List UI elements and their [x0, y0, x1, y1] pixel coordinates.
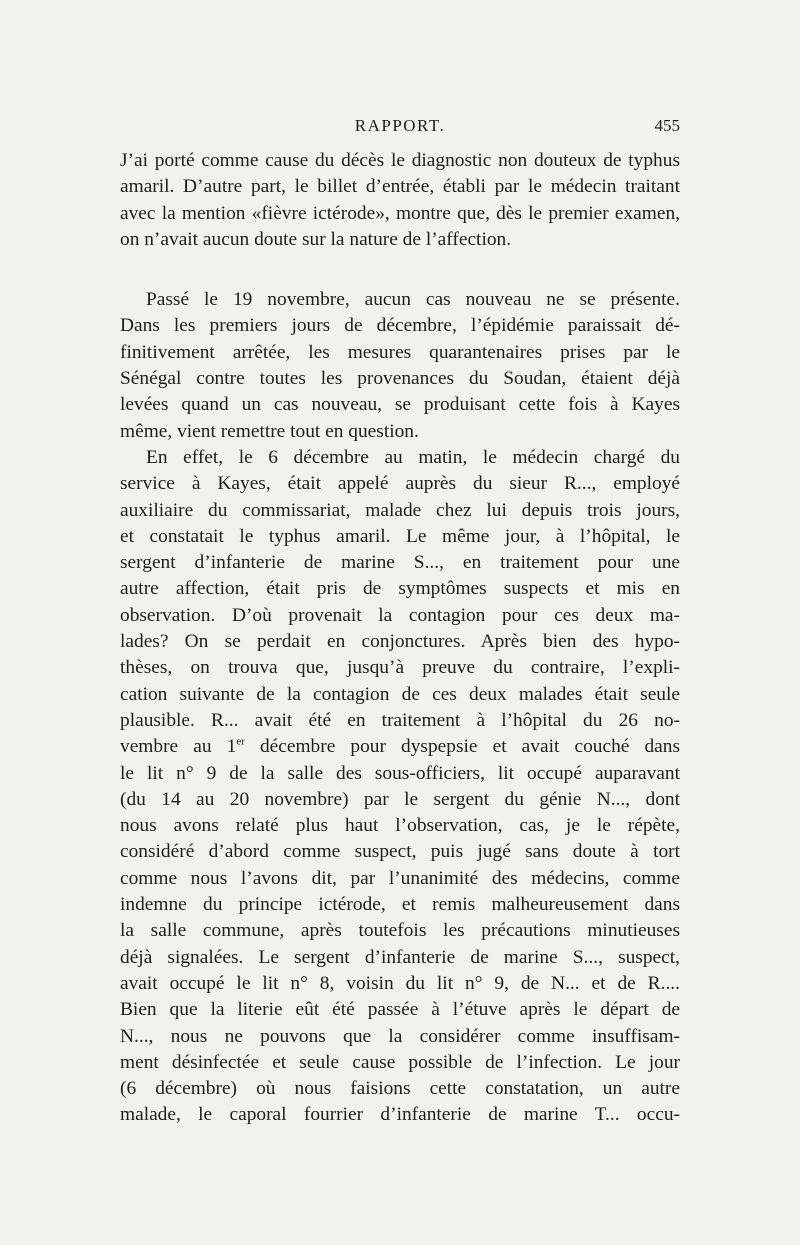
text-line: lades? On se perdait en conjonctures. Après bien des hypo- [120, 631, 680, 653]
text-line: ment désinfectée et seule cause possible de l’infection. Le jour [120, 1051, 680, 1073]
text-line: autre affection, était pris de symptômes suspects et mis en [120, 578, 680, 600]
text-line: (du 14 au 20 novembre) par le sergent du génie N..., dont [120, 788, 680, 810]
text-line: Dans les premiers jours de décembre, l’épidémie paraissait dé- [120, 315, 680, 337]
text-line: amaril. D’autre part, le billet d’entrée, établi par le médecin traitant [120, 176, 680, 198]
text-line: (6 décembre) où nous faisions cette constatation, un autre [120, 1078, 680, 1100]
text-line: on n’avait aucun doute sur la nature de l’affection. [120, 228, 512, 250]
paragraph-gap [120, 253, 680, 287]
text-line: malade, le caporal fourrier d’infanterie de marine T... occu- [120, 1104, 680, 1126]
text-line: service à Kayes, était appelé auprès du sieur R..., employé [120, 473, 680, 495]
text-line: En effet, le 6 décembre au matin, le médecin chargé du [146, 446, 680, 468]
line-segment: vembre au 1 [120, 736, 237, 758]
text-line: Passé le 19 novembre, aucun cas nouveau ne se présente. [146, 289, 680, 311]
text-line: le lit n° 9 de la salle des sous-officiers, lit occupé auparavant [120, 762, 680, 784]
text-line: N..., nous ne pouvons que la considérer comme insuffisam- [120, 1025, 680, 1047]
ordinal-superscript: er [236, 735, 245, 748]
text-line: et constatait le typhus amaril. Le même jour, à l’hôpital, le [120, 525, 680, 547]
text-line: thèses, on trouva que, jusqu’à preuve du contraire, l’expli- [120, 657, 680, 679]
text-line: auxiliaire du commissariat, malade chez lui depuis trois jours, [120, 499, 680, 521]
text-line: finitivement arrêtée, les mesures quarantenaires prises par le [120, 341, 680, 363]
text-line: avait occupé le lit n° 8, voisin du lit n° 9, de N... et de R.... [120, 972, 680, 994]
page-number: 455 [654, 116, 680, 135]
paragraph-2 [120, 287, 680, 445]
text-line: nous avons relaté plus haut l’observation, cas, je le répète, [120, 815, 680, 837]
text-line: avec la mention «fièvre ictérode», montre que, dès le premier examen, [120, 202, 680, 224]
text-line: levées quand un cas nouveau, se produisant cette fois à Kayes [120, 394, 680, 416]
paragraph-3 [120, 445, 680, 1129]
running-head [120, 116, 680, 138]
text-line: plausible. R... avait été en traitement à l’hôpital du 26 no- [120, 709, 680, 731]
text-line: déjà signalées. Le sergent d’infanterie de marine S..., suspect, [120, 946, 680, 968]
text-line: Bien que la literie eût été passée à l’étuve après le départ de [120, 999, 680, 1021]
text-line: comme nous l’avons dit, par l’unanimité des médecins, comme [120, 867, 680, 889]
body-text [120, 148, 680, 1129]
text-line: cation suivante de la contagion de ces deux malades était seule [120, 683, 680, 705]
text-line: indemne du principe ictérode, et remis malheureusement dans [120, 894, 680, 916]
text-line: observation. D’où provenait la contagion pour ces deux ma- [120, 604, 680, 626]
text-line: Sénégal contre toutes les provenances du Soudan, étaient déjà [120, 368, 680, 390]
paragraph-1 [120, 148, 680, 253]
running-title: RAPPORT. [354, 116, 446, 135]
text-line: même, vient remettre tout en question. [120, 420, 419, 442]
line-segment: décembre pour dyspepsie et avait couché dans [244, 736, 680, 758]
text-line-with-superscript [120, 734, 680, 760]
text-line: la salle commune, après toutefois les précautions minutieuses [120, 920, 680, 942]
text-line: sergent d’infanterie de marine S..., en traitement pour une [120, 552, 680, 574]
text-line: J’ai porté comme cause du décès le diagnostic non douteux de typhus [120, 150, 680, 171]
text-line: considéré d’abord comme suspect, puis jugé sans doute à tort [120, 841, 680, 863]
